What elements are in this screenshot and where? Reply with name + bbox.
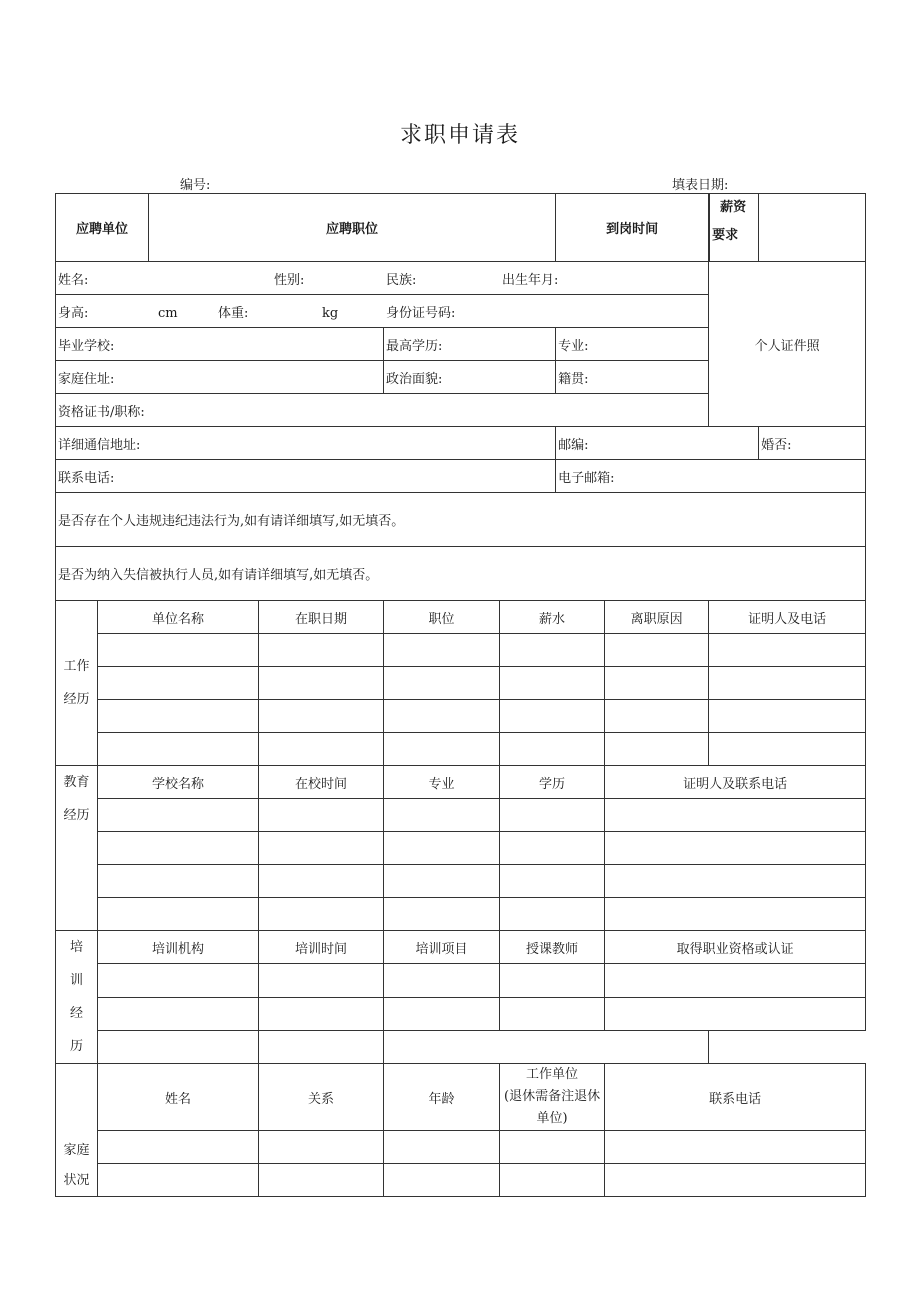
edu-header-degree: 学历 [500, 766, 605, 799]
table-row [56, 700, 866, 733]
work-header-date: 在职日期 [259, 601, 384, 634]
table-row [56, 1131, 866, 1164]
serial-number-label: 编号: [180, 178, 211, 193]
table-row [56, 1164, 866, 1197]
height-weight-cell[interactable] [56, 295, 709, 328]
education-field[interactable]: 最高学历: [384, 328, 556, 361]
table-row [56, 997, 866, 1030]
training-header-teacher: 授课教师 [500, 931, 605, 964]
table-row [56, 865, 866, 898]
family-header-work-unit: 工作单位 (退休需备注退休单位) [500, 1064, 605, 1131]
application-form-table [55, 193, 866, 1197]
native-field[interactable]: 籍贯: [556, 361, 709, 394]
family-header-row [56, 1064, 866, 1131]
name-label: 姓名: [58, 272, 89, 288]
arrival-time-label[interactable]: 到岗时间 [556, 194, 709, 262]
training-header-cert: 取得职业资格或认证 [605, 931, 866, 964]
family-header-name: 姓名 [98, 1064, 259, 1131]
work-header-position: 职位 [384, 601, 500, 634]
id-number-label: 身份证号码: [386, 305, 456, 321]
work-header-reference: 证明人及电话 [709, 601, 866, 634]
table-row [56, 799, 866, 832]
training-section-label: 培 训 经 历 [56, 931, 98, 1064]
political-field[interactable]: 政治面貌: [384, 361, 556, 394]
education-section-label: 教育 经历 [56, 766, 98, 931]
photo-area[interactable]: 个人证件照 [709, 262, 866, 427]
height-label: 身高: [58, 305, 89, 321]
training-header-org: 培训机构 [98, 931, 259, 964]
table-row [56, 634, 866, 667]
gender-label: 性别: [274, 272, 305, 288]
family-header-age: 年龄 [384, 1064, 500, 1131]
personal-row-6 [56, 427, 866, 460]
table-row [56, 733, 866, 766]
table-row [56, 964, 866, 997]
training-header-item: 培训项目 [384, 931, 500, 964]
edu-header-school: 学校名称 [98, 766, 259, 799]
training-header-row [56, 931, 866, 964]
edu-header-reference: 证明人及联系电话 [605, 766, 866, 799]
salary-label: 薪资 要求 [709, 194, 759, 261]
table-row [56, 667, 866, 700]
page-title: 求职申请表 [399, 123, 520, 148]
violation-question[interactable]: 是否存在个人违规违纪违法行为,如有请详细填写,如无填否。 [56, 493, 866, 547]
question-row-1 [56, 493, 866, 547]
education-header-row [56, 766, 866, 799]
name-gender-cell[interactable] [56, 262, 709, 295]
header-row [56, 194, 866, 262]
work-section-label: 工作 经历 [56, 601, 98, 766]
family-header-contact: 联系电话 [605, 1064, 866, 1131]
family-section-label: 家庭 状况 [56, 1064, 98, 1197]
edu-header-major: 专业 [384, 766, 500, 799]
email-field[interactable]: 电子邮箱: [556, 460, 866, 493]
fill-date-label: 填表日期: [672, 178, 729, 193]
salary-cell [709, 194, 866, 262]
family-header-relation: 关系 [259, 1064, 384, 1131]
work-header-salary: 薪水 [500, 601, 605, 634]
personal-row-7 [56, 460, 866, 493]
school-field[interactable]: 毕业学校: [56, 328, 384, 361]
work-header-row [56, 601, 866, 634]
major-field[interactable]: 专业: [556, 328, 709, 361]
dishonest-question[interactable]: 是否为纳入失信被执行人员,如有请详细填写,如无填否。 [56, 547, 866, 601]
weight-unit: kg [322, 305, 339, 321]
height-unit: cm [158, 305, 178, 321]
training-header-time: 培训时间 [259, 931, 384, 964]
work-header-unit: 单位名称 [98, 601, 259, 634]
birth-label: 出生年月: [502, 272, 559, 288]
apply-position-label[interactable]: 应聘职位 [149, 194, 556, 262]
ethnicity-label: 民族: [386, 272, 417, 288]
address-field[interactable]: 家庭住址: [56, 361, 384, 394]
table-row [56, 1030, 866, 1063]
marital-field[interactable]: 婚否: [759, 427, 866, 460]
postcode-field[interactable]: 邮编: [556, 427, 759, 460]
weight-label: 体重: [218, 305, 249, 321]
certificate-field[interactable]: 资格证书/职称: [56, 394, 709, 427]
apply-unit-label: 应聘单位 [56, 194, 149, 262]
question-row-2 [56, 547, 866, 601]
mail-address-field[interactable]: 详细通信地址: [56, 427, 556, 460]
table-row [56, 898, 866, 931]
phone-field[interactable]: 联系电话: [56, 460, 556, 493]
table-row [56, 832, 866, 865]
work-header-reason: 离职原因 [605, 601, 709, 634]
personal-row-1 [56, 262, 866, 295]
edu-header-time: 在校时间 [259, 766, 384, 799]
